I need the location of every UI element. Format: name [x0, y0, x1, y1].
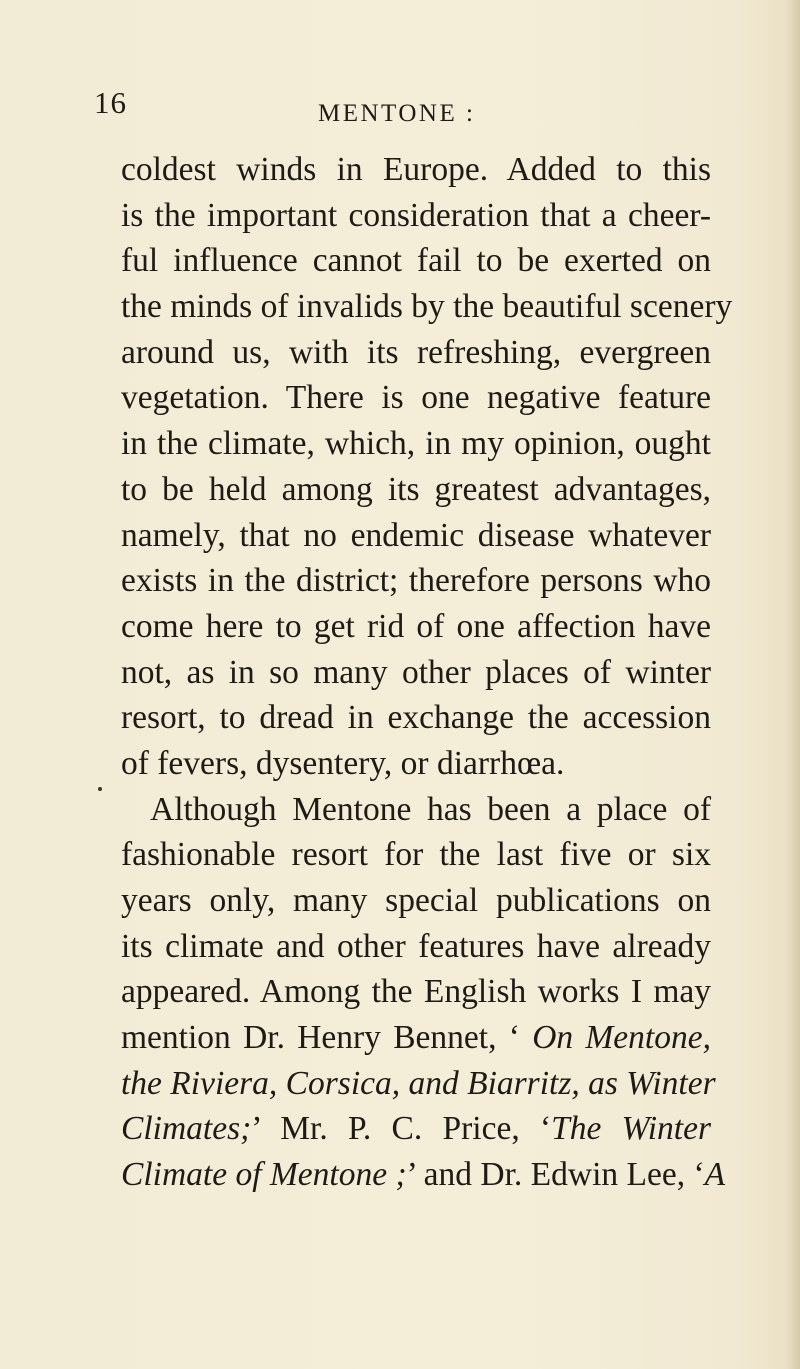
text-line: of fevers, dysentery, or diarrhœa.	[121, 744, 565, 782]
text-line	[121, 1015, 711, 1061]
text-line: is the important consideration that a cheer-	[121, 196, 711, 234]
text-run: mention Dr. Henry Bennet, ‘	[121, 1019, 533, 1057]
text-line: years only, many special publications on	[121, 882, 711, 919]
text-line: its climate and other features have already	[121, 927, 711, 965]
italic-title-run: On Mentone,	[532, 1019, 711, 1057]
text-line: not, as in so many other places of winter	[121, 653, 711, 691]
text-line: coldest winds in Europe. Added to this	[121, 151, 711, 188]
italic-title-run: Climate of Mentone ;	[121, 1156, 407, 1194]
text-run: ’ and Dr. Edwin Lee, ‘	[406, 1156, 705, 1194]
text-line: resort, to dread in exchange the accession	[121, 699, 711, 737]
text-line: around us, with its refreshing, evergreen	[121, 333, 711, 371]
page-number: 16	[94, 85, 127, 120]
text-line: come here to get rid of one affection have	[121, 607, 711, 645]
text-line	[121, 1061, 716, 1107]
italic-title-run: A	[704, 1156, 726, 1194]
italic-title-run: Climates;	[121, 1110, 252, 1148]
running-head: MENTONE :	[318, 100, 476, 127]
text-run: ’ Mr. P. C. Price, ‘	[251, 1110, 552, 1148]
text-line: namely, that no endemic disease whatever	[121, 516, 711, 554]
text-line: vegetation. There is one negative feature	[121, 379, 711, 417]
italic-title-run: The Winter	[551, 1110, 712, 1148]
text-line: exists in the district; therefore persons who	[121, 562, 711, 600]
text-line: to be held among its greatest advantages,	[121, 470, 711, 508]
body-text	[121, 147, 733, 1198]
text-line	[121, 1106, 711, 1152]
text-line: Although Mentone has been a place of	[150, 790, 711, 828]
text-line: the minds of invalids by the beautiful scenery	[121, 288, 733, 326]
text-line: appeared. Among the English works I may	[121, 973, 711, 1011]
text-line: in the climate, which, in my opinion, ought	[121, 425, 711, 463]
stray-ink-mark	[98, 787, 102, 791]
page-edge-shadow	[786, 0, 800, 1369]
italic-title-run: the Riviera, Corsica, and Biarritz, as Winter	[121, 1064, 716, 1102]
text-line: fashionable resort for the last five or six	[121, 836, 711, 874]
text-line	[121, 1152, 726, 1198]
text-line: ful influence cannot fail to be exerted on	[121, 242, 711, 280]
